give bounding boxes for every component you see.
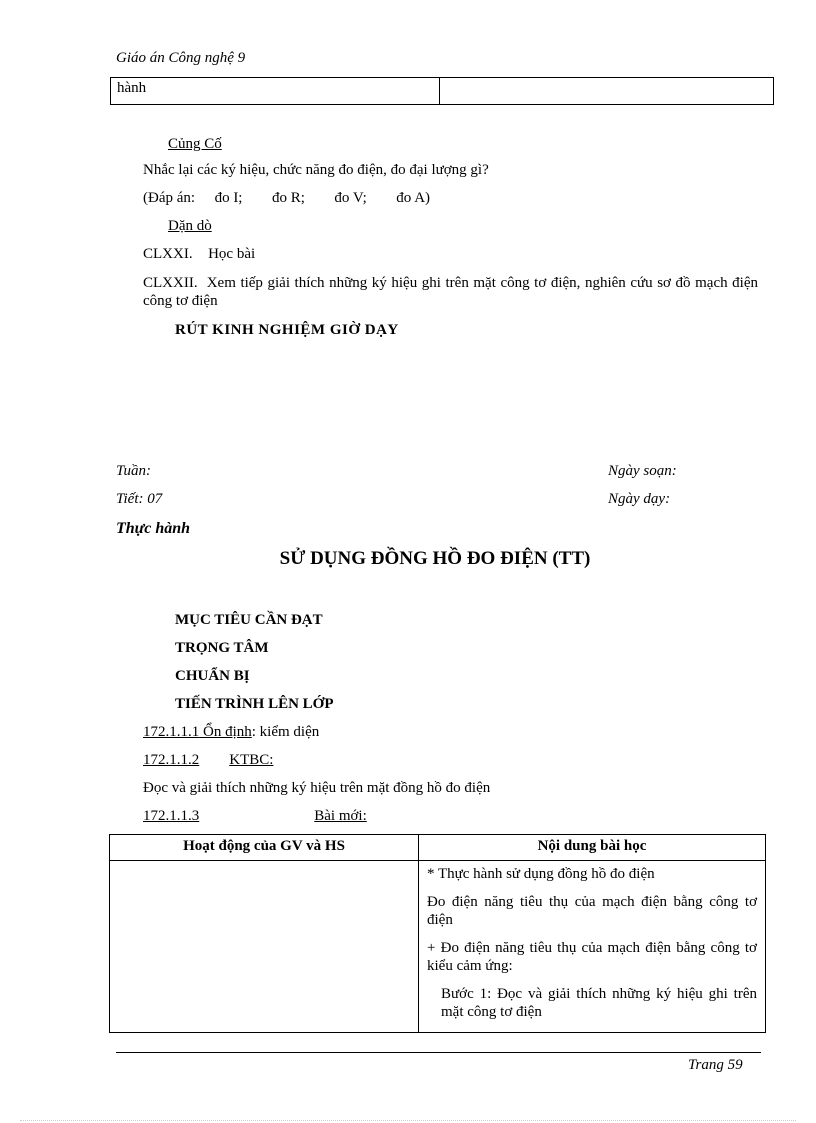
lesson-table — [109, 834, 766, 1033]
step-2-number: 172.1.1.2 — [143, 752, 200, 768]
answer-v: đo V; — [334, 190, 367, 206]
answer-a: đo A) — [396, 190, 431, 206]
homework-item-2-text: Xem tiếp giải thích những ký hiệu ghi trên mặt công tơ điện, nghiên cứu sơ đồ mạch điện công tơ điện — [143, 275, 758, 309]
lesson-table-header-activities: Hoạt động của GV và HS — [110, 835, 419, 861]
lesson-title: SỬ DỤNG ĐỒNG HỒ ĐO ĐIỆN (TT) — [279, 548, 591, 569]
answer-i: đo I; — [214, 190, 243, 206]
content-line: Đo điện năng tiêu thụ của mạch điện bằng công tơ điện — [427, 894, 757, 928]
section-focus: TRỌNG TÂM — [175, 640, 269, 656]
lesson-table-activities-cell — [110, 861, 419, 1033]
step-1-number: 172.1.1.1 — [143, 724, 200, 740]
period-label: Tiết: 07 — [116, 491, 163, 507]
lesson-table-header-content: Nội dung bài học — [419, 835, 766, 861]
consolidation-heading: Củng Cố — [168, 136, 222, 152]
consolidation-question: Nhắc lại các ký hiệu, chức năng đo điện, đo đại lượng gì? — [143, 162, 489, 178]
top-table — [110, 77, 774, 105]
week-label: Tuần: — [116, 463, 152, 479]
homework-item-1-number: CLXXI. — [143, 246, 193, 262]
step-1-rest: : kiểm diện — [251, 724, 320, 740]
footer-divider — [116, 1052, 761, 1053]
step-2-label: KTBC: — [229, 752, 274, 768]
consolidation-answer — [143, 190, 430, 207]
experience-heading: RÚT KINH NGHIỆM GIỜ DẠY — [175, 322, 399, 338]
teach-date-label: Ngày dạy: — [608, 491, 671, 507]
section-objectives: MỤC TIÊU CẦN ĐẠT — [175, 612, 323, 628]
homework-item-2 — [143, 274, 758, 310]
homework-item-1-text: Học bài — [208, 246, 256, 262]
section-preparation: CHUẨN BỊ — [175, 668, 250, 684]
step-1 — [143, 724, 319, 741]
prep-date-label: Ngày soạn: — [608, 463, 677, 479]
lesson-type: Thực hành — [116, 520, 191, 537]
step-3-label: Bài mới: — [314, 808, 367, 824]
step-2-description: Đọc và giải thích những ký hiệu trên mặt đồng hồ đo điện — [143, 780, 491, 796]
homework-item-1 — [143, 246, 255, 263]
step-3 — [143, 808, 367, 825]
step-3-number: 172.1.1.3 — [143, 808, 200, 824]
lesson-table-content-cell — [419, 861, 766, 1033]
step-1-label: Ổn định — [203, 724, 252, 740]
step-2 — [143, 752, 273, 769]
homework-item-2-number: CLXXII. — [143, 275, 198, 291]
content-line: + Đo điện năng tiêu thụ của mạch điện bằng công tơ kiểu cảm ứng: — [427, 940, 757, 974]
answer-prefix: (Đáp án: — [143, 190, 196, 206]
content-line: Bước 1: Đọc và giải thích những ký hiệu ghi trên mặt công tơ điện — [441, 986, 757, 1020]
homework-heading: Dặn dò — [168, 218, 212, 234]
content-line: * Thực hành sử dụng đồng hồ đo điện — [427, 866, 655, 882]
page-number: Trang 59 — [688, 1057, 743, 1073]
header-title: Giáo án Công nghệ 9 — [116, 50, 246, 66]
page-bottom-edge — [20, 1120, 796, 1121]
top-table-cell-right — [440, 78, 774, 105]
answer-r: đo R; — [271, 190, 305, 206]
section-procedure: TIẾN TRÌNH LÊN LỚP — [175, 696, 334, 712]
top-table-cell-left: hành — [111, 78, 440, 105]
